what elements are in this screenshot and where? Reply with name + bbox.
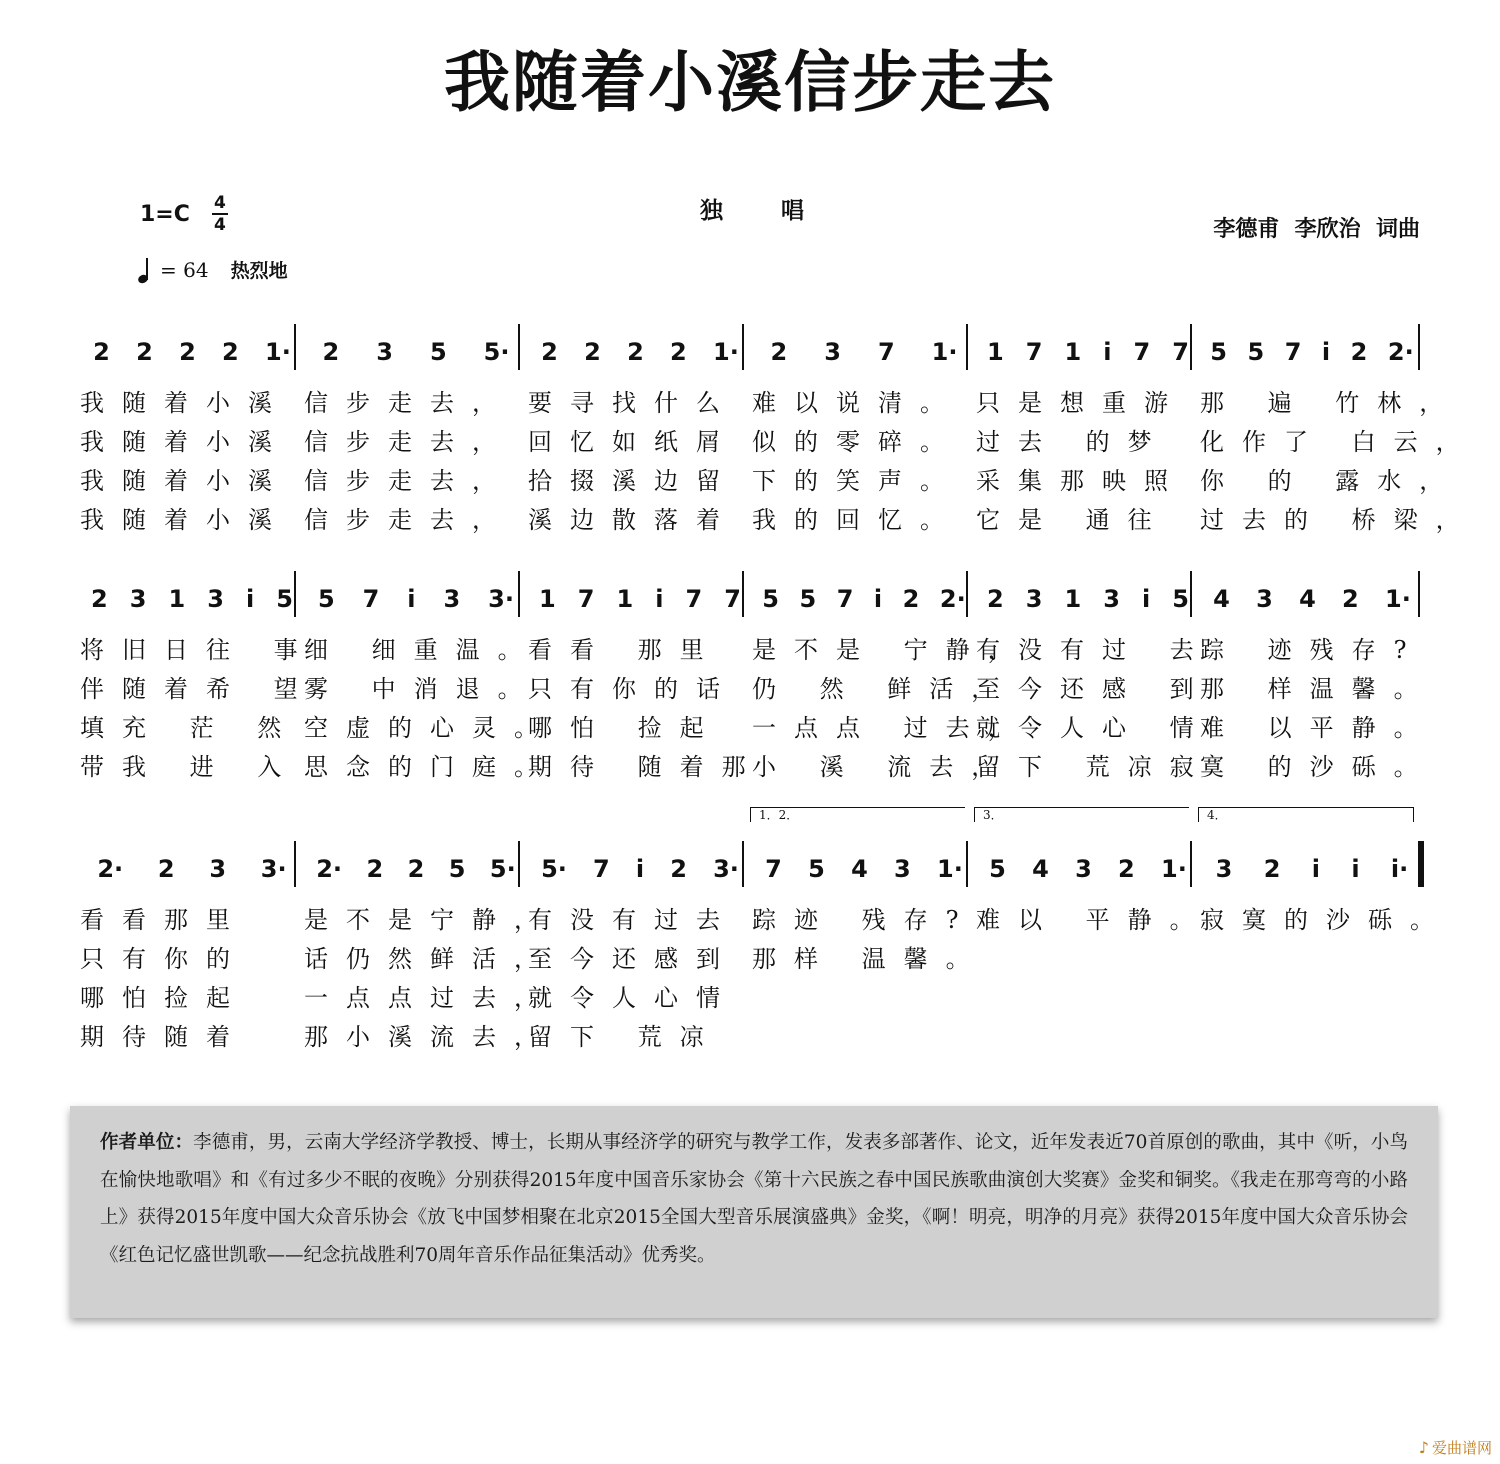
- lyric-segment: 溪边散落着: [528, 506, 738, 534]
- note: 5·: [483, 338, 510, 366]
- lyric-segment: 是不是 宁静，: [752, 636, 1030, 664]
- note: 3: [207, 585, 224, 613]
- lyric-segment: 雾 中消退。: [304, 675, 540, 703]
- note: 7: [836, 585, 854, 613]
- note: 1·: [713, 338, 739, 366]
- note: 5·: [541, 855, 567, 883]
- lyric-verse-1: [80, 901, 1452, 940]
- note: 2: [1342, 585, 1359, 613]
- logo-text: 爱曲谱网: [1431, 1439, 1492, 1457]
- note: i: [635, 855, 645, 883]
- note: 5: [762, 585, 779, 613]
- volta-bracket: 3．: [974, 807, 1189, 822]
- lyric-segment: 过去的 桥梁，: [1200, 506, 1478, 534]
- lyric-segment: 踪 迹残存?: [1200, 636, 1425, 664]
- lyric-segment: 将旧日往 事: [80, 636, 316, 664]
- note: 2·: [1387, 338, 1414, 366]
- lyric-segment: 寂寞的沙砾。: [1200, 906, 1452, 934]
- music-note-icon: ♪: [1418, 1438, 1429, 1457]
- note: 3: [209, 855, 227, 883]
- lyric-segment: 看看 那里: [528, 636, 722, 664]
- lyric-segment: 我的回忆。: [752, 506, 962, 534]
- barline: [294, 841, 296, 887]
- note: 1·: [931, 338, 958, 366]
- note: 1: [539, 585, 556, 613]
- barline: [742, 841, 744, 887]
- lyric-segment: 过去 的梦: [976, 428, 1170, 456]
- note: 2·: [316, 855, 343, 883]
- note: 5: [1247, 338, 1265, 366]
- barline: [1190, 571, 1192, 617]
- lyrics-block: [80, 901, 1452, 1057]
- lyric-segment: 你 的 露水，: [1200, 467, 1462, 495]
- lyric-segment: 难以 平静。: [976, 906, 1212, 934]
- note: 5: [448, 855, 466, 883]
- note: i: [655, 585, 664, 613]
- lyric-segment: 拾掇溪边留: [528, 467, 738, 495]
- measure: [1200, 835, 1424, 901]
- note: 7: [685, 585, 703, 613]
- note: 3·: [260, 855, 287, 883]
- tempo-value: = 64: [160, 257, 209, 282]
- note: 2: [322, 338, 340, 366]
- lyric-segment: 看看那里: [80, 906, 248, 934]
- note: 7: [1025, 338, 1043, 366]
- measure: [304, 835, 528, 901]
- note: 4: [851, 855, 868, 883]
- author-info: [70, 1106, 1438, 1274]
- lyric-segment: 小 溪 流去，: [752, 753, 1014, 781]
- note: 2: [366, 855, 384, 883]
- measure: [752, 835, 976, 901]
- time-sig-bottom: 4: [213, 215, 226, 235]
- barline: [742, 571, 744, 617]
- note: 1·: [1161, 855, 1187, 883]
- lyric-segment: 期待 随着那: [528, 753, 764, 781]
- lyric-segment: 那样 温馨。: [752, 945, 988, 973]
- score-system: [80, 808, 1452, 1057]
- note: 3: [1075, 855, 1092, 883]
- note: i: [1311, 855, 1320, 883]
- measure: [1200, 565, 1424, 631]
- staff-line: [80, 565, 1425, 631]
- lyric-segment: 信步走去，: [304, 506, 514, 534]
- quarter-note-icon: [138, 257, 150, 283]
- lyric-segment: 哪怕 捡起: [528, 714, 722, 742]
- key-label: 1=C: [140, 201, 190, 227]
- note: i: [1103, 338, 1112, 366]
- measure: [976, 835, 1200, 901]
- note: 2: [407, 855, 425, 883]
- note: 2: [136, 338, 153, 366]
- barline: [966, 841, 968, 887]
- note: 4: [1213, 585, 1230, 613]
- lyric-verse-2: [80, 423, 1478, 462]
- barline: [1190, 324, 1192, 370]
- lyric-segment: 只有你的话: [528, 675, 738, 703]
- note: 3·: [488, 585, 514, 613]
- author-info-box: [70, 1106, 1438, 1318]
- measure: [304, 565, 528, 631]
- barline: [1418, 324, 1420, 370]
- barline: [518, 324, 520, 370]
- measure: [752, 318, 976, 384]
- measure: [80, 318, 304, 384]
- note: 2: [157, 855, 175, 883]
- lyric-verse-1: [80, 384, 1462, 423]
- lyric-segment: 那 样温馨。: [1200, 675, 1436, 703]
- note: 1·: [265, 338, 291, 366]
- staff-line: [80, 318, 1425, 384]
- note: 5: [1210, 338, 1227, 366]
- note: 7: [1133, 338, 1151, 366]
- lyric-segment: 话仍然鲜活，: [304, 945, 556, 973]
- lyric-segment: 是不是宁静，: [304, 906, 556, 934]
- note: 1: [168, 585, 186, 613]
- note: 7: [577, 585, 595, 613]
- lyric-segment: 填充 茫 然: [80, 714, 300, 742]
- lyric-segment: 有没有过 去: [976, 636, 1212, 664]
- lyric-segment: 哪怕捡起: [80, 984, 248, 1012]
- note: i: [1351, 855, 1360, 883]
- lyric-verse-3: [80, 709, 1436, 748]
- note: 1·: [1385, 585, 1411, 613]
- note: i: [873, 585, 883, 613]
- note: 5: [276, 585, 293, 613]
- note: 7: [1284, 338, 1302, 366]
- lyric-segment: 一点点 过去，: [752, 714, 1030, 742]
- note: 1: [616, 585, 634, 613]
- note: 1: [1064, 585, 1082, 613]
- note: i: [1321, 338, 1331, 366]
- barline: [1418, 571, 1420, 617]
- note: 7: [362, 585, 380, 613]
- note: 2: [541, 338, 558, 366]
- note: 2: [1263, 855, 1281, 883]
- note: 5: [317, 585, 335, 613]
- note: 3: [129, 585, 147, 613]
- note: 4: [1032, 855, 1049, 883]
- lyric-verse-3: [80, 462, 1462, 501]
- lyric-segment: 留下 荒凉: [528, 1023, 722, 1051]
- lyric-verse-4: [80, 501, 1478, 540]
- lyric-segment: 就令人心 情: [976, 714, 1212, 742]
- lyric-segment: 信步走去，: [304, 467, 514, 495]
- lyric-segment: 寞 的沙砾。: [1200, 753, 1436, 781]
- measure: [80, 835, 304, 901]
- note: 3: [443, 585, 461, 613]
- lyric-segment: 信步走去，: [304, 389, 514, 417]
- measure: [528, 318, 752, 384]
- author-info-text: 李德甫，男，云南大学经济学教授、博士，长期从事经济学的研究与教学工作，发表多部著作、论文，近年发表近70首原创的歌曲，其中《听，小鸟在愉快地歌唱》和《有过多少不眠的夜晚》分别获得2015年度中国音乐家协会《第十六民族之春中国民族歌曲演创大奖赛》金奖和铜奖。《我走在那弯弯的小路上》获得2015年度中国大众音乐协会《放飞中国梦相聚在北京2015全国大型音乐展演盛典》金奖，《啊！明亮，明净的月亮》获得2015年度中国大众音乐协会《红色记忆盛世凯歌——纪念抗战胜利70周年音乐作品征集活动》优秀奖。: [100, 1132, 1408, 1266]
- note: 2: [902, 585, 920, 613]
- note: 1·: [937, 855, 963, 883]
- final-barline: [1418, 841, 1424, 887]
- note: 5: [799, 585, 817, 613]
- measure: [304, 318, 528, 384]
- barline: [294, 324, 296, 370]
- lyric-segment: 就令人心情: [528, 984, 738, 1012]
- note: i: [407, 585, 416, 613]
- lyric-segment: 它是 通往: [976, 506, 1170, 534]
- note: 2: [1350, 338, 1368, 366]
- lyric-segment: 思念的门庭。: [304, 753, 556, 781]
- tempo-marking: [138, 256, 288, 283]
- lyric-segment: 我随着小溪: [80, 467, 290, 495]
- note: 5: [808, 855, 825, 883]
- lyric-segment: 有没有过去: [528, 906, 738, 934]
- note: i·: [1390, 855, 1409, 883]
- volta-bracket: 4．: [1198, 807, 1414, 822]
- lyric-segment: 我随着小溪: [80, 428, 290, 456]
- lyric-segment: 那 遍 竹林，: [1200, 389, 1462, 417]
- measure: [80, 565, 304, 631]
- barline: [518, 571, 520, 617]
- staff-line: [80, 808, 1425, 901]
- credit-label: 李德甫 李欣治 词曲: [1213, 217, 1420, 242]
- note: 3: [1103, 585, 1120, 613]
- lyric-verse-2: [80, 940, 1425, 979]
- lyric-segment: 我随着小溪: [80, 389, 290, 417]
- lyric-segment: 难以说清。: [752, 389, 962, 417]
- lyric-segment: 信步走去，: [304, 428, 514, 456]
- lyric-segment: 难 以平静。: [1200, 714, 1436, 742]
- lyric-segment: 下的笑声。: [752, 467, 962, 495]
- note: 2: [91, 585, 108, 613]
- note: 2: [770, 338, 788, 366]
- note: 2: [627, 338, 644, 366]
- tempo-expression: 热烈地: [230, 260, 288, 282]
- barline: [742, 324, 744, 370]
- note: 3: [1025, 585, 1043, 613]
- note: 2: [222, 338, 239, 366]
- note: i: [1141, 585, 1151, 613]
- barline: [966, 571, 968, 617]
- note: 2: [584, 338, 601, 366]
- note: 5·: [489, 855, 516, 883]
- lyric-segment: 空虚的心灵。: [304, 714, 556, 742]
- measure: [1200, 318, 1424, 384]
- note: 5: [989, 855, 1006, 883]
- lyric-segment: 细 细重温。: [304, 636, 540, 664]
- score-system: [80, 565, 1436, 787]
- note: 3: [1215, 855, 1233, 883]
- lyric-segment: 化作了 白云，: [1200, 428, 1478, 456]
- genre-label: 独唱: [700, 198, 862, 224]
- lyric-segment: 带我 进 入: [80, 753, 300, 781]
- score-system: [80, 318, 1478, 540]
- lyric-verse-3: [80, 979, 1425, 1018]
- measure: [976, 318, 1200, 384]
- measure: [528, 835, 752, 901]
- note: 5: [429, 338, 447, 366]
- note: 1: [1064, 338, 1082, 366]
- lyric-verse-4: [80, 1018, 1425, 1057]
- note: 3: [824, 338, 841, 366]
- note: 5: [1172, 585, 1189, 613]
- note: 2·: [939, 585, 966, 613]
- lyric-segment: 至今还感 到: [976, 675, 1212, 703]
- note: 2: [179, 338, 196, 366]
- note: 2: [987, 585, 1004, 613]
- lyric-verse-1: [80, 631, 1425, 670]
- note: 3: [1256, 585, 1273, 613]
- lyric-segment: 只有你的: [80, 945, 248, 973]
- note: 7: [724, 585, 741, 613]
- note: 3: [376, 338, 393, 366]
- page-title: 我随着小溪信步走去: [444, 44, 1056, 121]
- note: 2: [1118, 855, 1135, 883]
- lyric-segment: 那小溪流去，: [304, 1023, 556, 1051]
- time-sig-top: 4: [213, 193, 226, 213]
- barline: [1190, 841, 1192, 887]
- measure: [976, 565, 1200, 631]
- note: 3: [894, 855, 911, 883]
- lyric-segment: 采集那映照: [976, 467, 1186, 495]
- lyric-verse-2: [80, 670, 1436, 709]
- lyric-verse-4: [80, 748, 1436, 787]
- lyric-segment: 回忆如纸屑: [528, 428, 738, 456]
- lyric-segment: 只是想重游: [976, 389, 1186, 417]
- lyric-segment: 我随着小溪: [80, 506, 290, 534]
- lyric-segment: 期待随着: [80, 1023, 248, 1051]
- note: 7: [765, 855, 782, 883]
- measure: [528, 565, 752, 631]
- volta-bracket: 1．2．: [750, 807, 965, 822]
- time-signature: [212, 194, 228, 234]
- lyrics-block: [80, 631, 1436, 787]
- author-info-label: 作者单位：: [100, 1132, 194, 1153]
- note: 7: [877, 338, 895, 366]
- lyric-segment: 似的零碎。: [752, 428, 962, 456]
- lyric-segment: 踪迹 残存?: [752, 906, 977, 934]
- key-signature: [140, 194, 228, 234]
- note: 2: [670, 338, 687, 366]
- lyrics-block: [80, 384, 1478, 540]
- lyric-segment: 留下 荒凉寂: [976, 753, 1212, 781]
- lyric-segment: 要寻找什么: [528, 389, 738, 417]
- note: 2: [670, 855, 687, 883]
- note: i: [245, 585, 255, 613]
- barline: [294, 571, 296, 617]
- note: 7: [1172, 338, 1189, 366]
- note: 4: [1299, 585, 1316, 613]
- lyric-segment: 至今还感到: [528, 945, 738, 973]
- note: 1: [987, 338, 1004, 366]
- lyric-segment: 一点点过去，: [304, 984, 556, 1012]
- measure: [752, 565, 976, 631]
- barline: [966, 324, 968, 370]
- note: 2·: [97, 855, 124, 883]
- lyric-segment: 伴随着希 望: [80, 675, 316, 703]
- note: 3·: [713, 855, 739, 883]
- barline: [518, 841, 520, 887]
- note: 7: [593, 855, 610, 883]
- site-logo: [1419, 1437, 1492, 1458]
- lyric-segment: 仍 然 鲜活，: [752, 675, 1014, 703]
- note: 2: [93, 338, 110, 366]
